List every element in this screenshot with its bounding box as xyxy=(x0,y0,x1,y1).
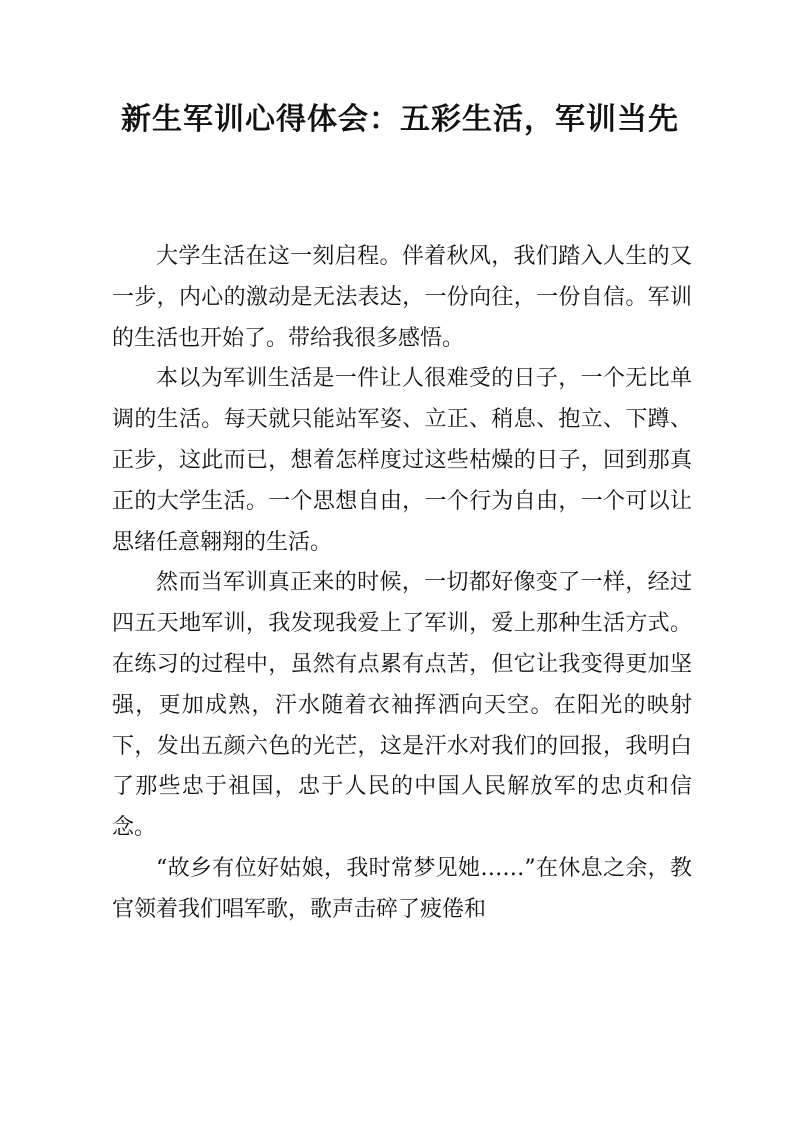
paragraph-4: “故乡有位好姑娘，我时常梦见她……”在休息之余，教官领着我们唱军歌，歌声击碎了疲倦和 xyxy=(112,855,692,922)
paragraph-2: 本以为军训生活是一件让人很难受的日子，一个无比单调的生活。每天就只能站军姿、立正、稍息、抱立、下蹲、正步，这此而已，想着怎样度过这些枯燥的日子，回到那真正的大学生活。一个思想自由，一个行为自由，一个可以让思绪任意翱翔的生活。 xyxy=(112,366,692,555)
document-body xyxy=(112,237,692,931)
paragraph-1: 大学生活在这一刻启程。伴着秋风，我们踏入人生的又一步，内心的激动是无法表达，一份向往，一份自信。军训的生活也开始了。带给我很多感悟。 xyxy=(112,244,692,351)
document-title: 新生军训心得体会：五彩生活，军训当先 xyxy=(121,102,679,137)
paragraph-3: 然而当军训真正来的时候，一切都好像变了一样，经过四五天地军训，我发现我爱上了军训，爱上那种生活方式。在练习的过程中，虽然有点累有点苦，但它让我变得更加坚强，更加成熟，汗水随着衣袖挥洒向天空。在阳光的映射下，发出五颜六色的光芒，这是汗水对我们的回报，我明白了那些忠于祖国，忠于人民的中国人民解放军的忠贞和信念。 xyxy=(112,570,692,841)
